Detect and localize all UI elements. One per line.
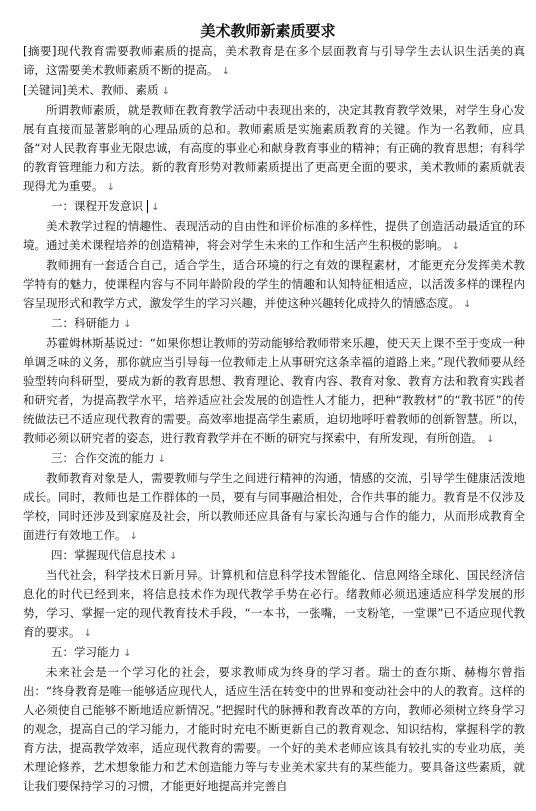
paragraph-mark-icon: ↓: [120, 319, 132, 330]
section-heading-text: 三：合作交流的能力: [51, 451, 155, 465]
section-1-paragraph-2: [23, 256, 525, 314]
paragraph-text: 当代社会，科学技术日新月异。计算机和信息科学技术智能化、信息网络全球化、国民经济信息化的时代已经到来，将信息技术作为现代教学手势在必行。绪教师必须迅速适应科学发展的形势，学习、掌握一定的现代教育技术手段，“一本书，一张嘴，一支粉笔，一堂课”已不适应现代教育的要求。: [23, 568, 525, 639]
section-heading-4: [23, 546, 525, 566]
section-heading-2: [23, 314, 525, 334]
paragraph-mark-icon: ↓: [166, 551, 178, 562]
section-heading-text: 五：学习能力: [51, 645, 120, 659]
intro-text: 所谓教师素质，就是教师在教育教学活动中表现出来的，决定其教育教学效果，对学生身心发展有直接而显著影响的心理品质的总和。教师素质是实施素质教育的关键。作为一名教师，应具备“对人民教育事业无限忠诚，有高度的事业心和献身教育事业的精神；有正确的教育思想；有科学的教育管理能力和方法。新的教育形势对教师素质提出了更高更全面的要求，美术教师的素质就表现得尤为重要。: [23, 103, 525, 193]
paragraph-mark-icon: ↓: [148, 202, 160, 213]
section-heading-5: [23, 643, 525, 663]
document-title: 美术教师新素质要求: [200, 22, 336, 40]
section-heading-1: [23, 197, 525, 217]
section-heading-text: 四：掌握现代信息技术: [51, 548, 166, 562]
intro-paragraph: [23, 101, 525, 197]
paragraph-mark-icon: ↓: [158, 86, 171, 97]
paragraph-text: 未来社会是一个学习化的社会，要求教师成为终身的学习者。瑞士的查尔斯、赫梅尔曾指出：“终身教育是唯一能够适应现代人，适应生活在转变中的世界和变动社会中的人的教育。这样的人必须使自己能够不断地适应新情况。”把握时代的脉搏和教育改革的方向，教师必须树立终身学习的观念，提高自己的学习能力，才能时时充电不断更新自己的教育观念、知识结构，掌握科学的教育方法，提高教学效率，适应现代教育的需要。一个好的美术老师应该具有较扎实的专业功底，美术理论修养，艺术想象能力和艺术创造能力等与专业美术家共有的某些能力。要具备这些素质，就让我们要保持学习的习惯，才能更好地提高并完善自: [23, 665, 525, 793]
paragraph-text: 苏霍姆林斯基说过：“如果你想让教师的劳动能够给教师带来乐趣，使天天上课不至于变成一种单调乏味的义务，那你就应当引导每一位教师走上从事研究这条幸福的道路上来。”现代教师要从经验型转向科研型，要成为新的教育思想、教育理论、教育内容、教育对象、教育方法和教育实践者和研究者，为提高教学水平，培养适应社会发展的创造性人才能力，把种“教教材”的“教书匠”的传统做法已不适应现代教育的需要。高效率地提高学生素质，迫切地呼吁着教师的创新智慧。所以，教师必须以研究者的姿态，进行教育教学并在不断的研究与探索中，有所发现，有所创造。: [23, 336, 525, 445]
paragraph-mark-icon: ↓: [126, 531, 139, 542]
paragraph-mark-icon: ↓: [460, 299, 472, 310]
section-2-paragraph-1: [23, 334, 525, 449]
section-heading-text: 一：课程开发意识: [51, 199, 143, 213]
paragraph-mark-icon: ↓: [483, 434, 495, 445]
abstract-text: [摘要]现代教育需要教师素质的提高，美术教育是在多个层面教育与引导学生去认识生活美的真谛，这需要美术教师素质不断的提高。: [23, 44, 525, 77]
section-heading-3: [23, 449, 525, 469]
paragraph-text: 教师教育对象是人，需要教师与学生之间进行精神的沟通，情感的交流，引导学生健康活泼地成长。同时，教师也是工作群体的一员，要有与同事融洽相处，合作共事的能力。教育是不仅涉及学校，同时还涉及到家庭及社会，所以教师还应具备有与家长沟通与合作的能力，从而形成教育全面进行有效地工作。: [23, 471, 525, 542]
paragraph-mark-icon: ↓: [218, 66, 231, 77]
paragraph-text: 教师拥有一套适合自己，适合学生，适合环境的行之有效的课程素材，才能更充分发挥美术教学特有的魅力，使课程内容与不同年龄阶段的学生的情趣和认知特征相适应，以活泼多样的课程内容呈现形式和教学方式，激发学生的学习兴趣，并使这种兴趣转化成持久的情感态度。: [23, 258, 525, 310]
document-body: [0, 42, 536, 796]
abstract-paragraph: [23, 42, 525, 81]
section-4-paragraph-1: [23, 566, 525, 643]
paragraph-mark-icon: ↓: [154, 454, 167, 465]
section-3-paragraph-1: [23, 469, 525, 546]
paragraph-mark-icon: ↓: [103, 182, 116, 193]
section-1-paragraph-1: [23, 217, 525, 256]
section-5-paragraph-1: [23, 663, 525, 796]
paragraph-text: 美术教学过程的情趣性、表现活动的自由性和评价标准的多样性，提供了创造活动最适宜的环境。通过美术课程培养的创造精神，将会对学生未来的工作和生活产生积极的影响。: [23, 219, 525, 252]
section-heading-text: 二：科研能力: [51, 316, 120, 330]
keywords-paragraph: [23, 81, 525, 101]
keywords-text: [关键词]美术、教师、素质: [23, 83, 159, 97]
paragraph-mark-icon: ↓: [448, 241, 461, 252]
paragraph-mark-icon: ↓: [120, 648, 132, 659]
paragraph-mark-icon: ↓: [80, 628, 93, 639]
